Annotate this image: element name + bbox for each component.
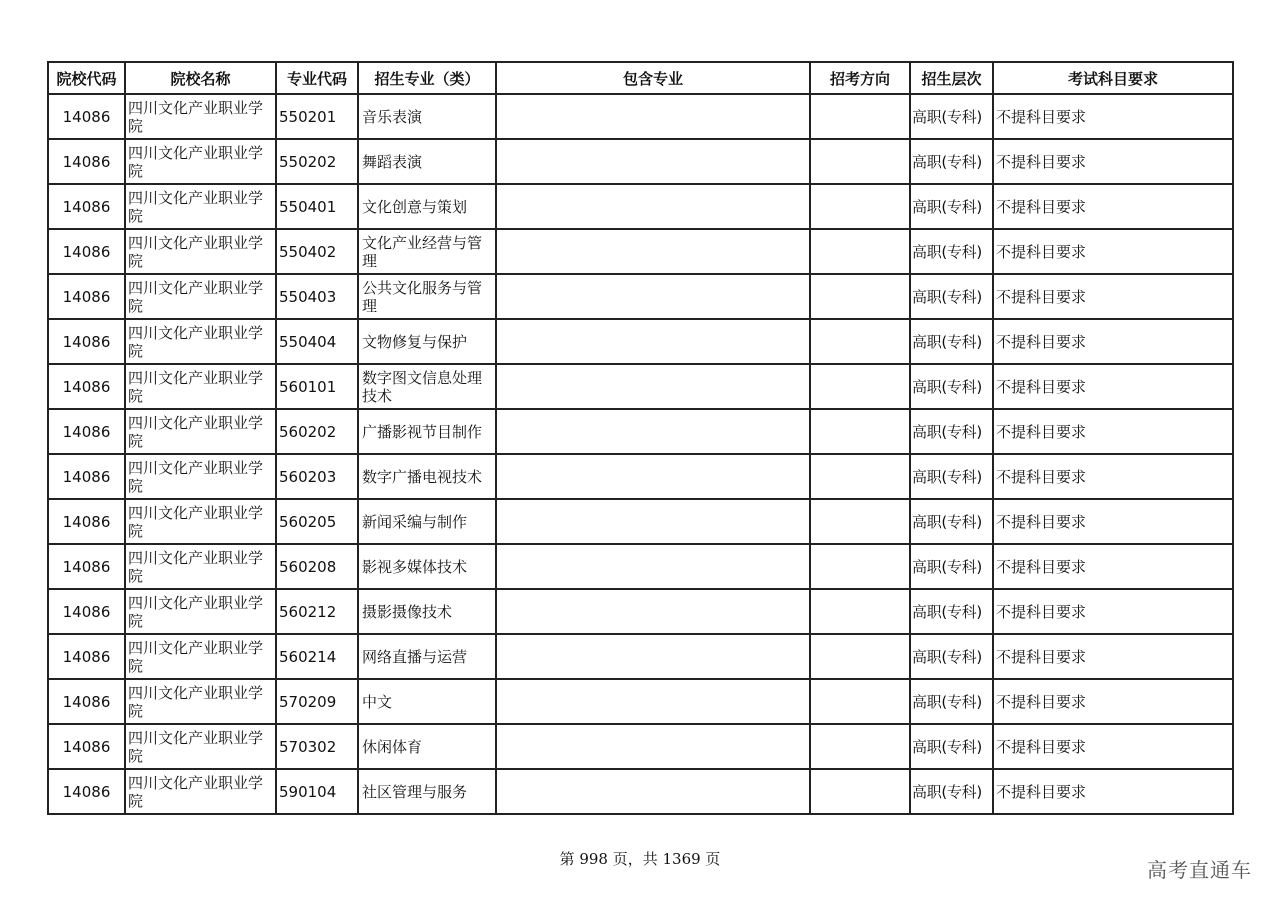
table-row	[48, 724, 1233, 769]
table-row	[48, 679, 1233, 724]
header-included-majors: 包含专业	[496, 62, 810, 94]
direction-cell	[810, 589, 910, 634]
header-major-code: 专业代码	[276, 62, 358, 94]
subject-requirement-cell: 不提科目要求	[993, 184, 1233, 229]
direction-cell	[810, 634, 910, 679]
school-name-cell: 四川文化产业职业学院	[125, 499, 276, 544]
school-name-cell: 四川文化产业职业学院	[125, 229, 276, 274]
included-majors-cell	[496, 139, 810, 184]
table-row	[48, 274, 1233, 319]
level-cell: 高职(专科)	[910, 769, 993, 814]
school-code-cell: 14086	[48, 184, 125, 229]
level-cell: 高职(专科)	[910, 274, 993, 319]
major-code-cell: 590104	[276, 769, 358, 814]
direction-cell	[810, 499, 910, 544]
table-row	[48, 229, 1233, 274]
major-code-cell: 550404	[276, 319, 358, 364]
subject-requirement-cell: 不提科目要求	[993, 499, 1233, 544]
direction-cell	[810, 409, 910, 454]
school-code-cell: 14086	[48, 724, 125, 769]
included-majors-cell	[496, 229, 810, 274]
subject-requirement-cell: 不提科目要求	[993, 139, 1233, 184]
subject-requirement-cell: 不提科目要求	[993, 724, 1233, 769]
school-name-cell: 四川文化产业职业学院	[125, 769, 276, 814]
major-cell: 社区管理与服务	[358, 769, 496, 814]
major-cell: 广播影视节目制作	[358, 409, 496, 454]
subject-requirement-cell: 不提科目要求	[993, 454, 1233, 499]
major-code-cell: 560101	[276, 364, 358, 409]
major-code-cell: 560214	[276, 634, 358, 679]
school-name-cell: 四川文化产业职业学院	[125, 454, 276, 499]
school-name-cell: 四川文化产业职业学院	[125, 94, 276, 139]
school-name-cell: 四川文化产业职业学院	[125, 589, 276, 634]
header-subject-requirement: 考试科目要求	[993, 62, 1233, 94]
major-code-cell: 560205	[276, 499, 358, 544]
subject-requirement-cell: 不提科目要求	[993, 319, 1233, 364]
included-majors-cell	[496, 274, 810, 319]
major-cell: 文物修复与保护	[358, 319, 496, 364]
school-code-cell: 14086	[48, 634, 125, 679]
page-number: 第 998 页，共 1369 页	[559, 850, 721, 868]
major-cell: 中文	[358, 679, 496, 724]
direction-cell	[810, 544, 910, 589]
major-code-cell: 550201	[276, 94, 358, 139]
table-row	[48, 94, 1233, 139]
table-row	[48, 454, 1233, 499]
level-cell: 高职(专科)	[910, 724, 993, 769]
level-cell: 高职(专科)	[910, 364, 993, 409]
school-name-cell: 四川文化产业职业学院	[125, 544, 276, 589]
school-code-cell: 14086	[48, 274, 125, 319]
header-level: 招生层次	[910, 62, 993, 94]
included-majors-cell	[496, 184, 810, 229]
table-row	[48, 409, 1233, 454]
included-majors-cell	[496, 634, 810, 679]
subject-requirement-cell: 不提科目要求	[993, 364, 1233, 409]
school-code-cell: 14086	[48, 679, 125, 724]
major-cell: 文化产业经营与管理	[358, 229, 496, 274]
level-cell: 高职(专科)	[910, 409, 993, 454]
school-code-cell: 14086	[48, 499, 125, 544]
major-code-cell: 550401	[276, 184, 358, 229]
subject-requirement-cell: 不提科目要求	[993, 274, 1233, 319]
direction-cell	[810, 139, 910, 184]
school-name-cell: 四川文化产业职业学院	[125, 724, 276, 769]
major-cell: 网络直播与运营	[358, 634, 496, 679]
major-code-cell: 560203	[276, 454, 358, 499]
school-code-cell: 14086	[48, 364, 125, 409]
subject-requirement-cell: 不提科目要求	[993, 229, 1233, 274]
major-cell: 影视多媒体技术	[358, 544, 496, 589]
direction-cell	[810, 184, 910, 229]
school-code-cell: 14086	[48, 544, 125, 589]
school-code-cell: 14086	[48, 454, 125, 499]
watermark: 高考直通车	[1147, 858, 1252, 882]
school-code-cell: 14086	[48, 589, 125, 634]
included-majors-cell	[496, 679, 810, 724]
included-majors-cell	[496, 94, 810, 139]
table-row	[48, 499, 1233, 544]
admissions-table	[47, 61, 1234, 815]
major-cell: 休闲体育	[358, 724, 496, 769]
included-majors-cell	[496, 589, 810, 634]
table-row	[48, 139, 1233, 184]
subject-requirement-cell: 不提科目要求	[993, 679, 1233, 724]
major-code-cell: 560212	[276, 589, 358, 634]
included-majors-cell	[496, 454, 810, 499]
included-majors-cell	[496, 724, 810, 769]
major-cell: 摄影摄像技术	[358, 589, 496, 634]
table-row	[48, 184, 1233, 229]
level-cell: 高职(专科)	[910, 139, 993, 184]
table-header-row	[48, 62, 1233, 94]
major-code-cell: 550402	[276, 229, 358, 274]
level-cell: 高职(专科)	[910, 589, 993, 634]
table-row	[48, 589, 1233, 634]
major-cell: 公共文化服务与管理	[358, 274, 496, 319]
school-name-cell: 四川文化产业职业学院	[125, 364, 276, 409]
level-cell: 高职(专科)	[910, 454, 993, 499]
direction-cell	[810, 274, 910, 319]
table-row	[48, 364, 1233, 409]
subject-requirement-cell: 不提科目要求	[993, 769, 1233, 814]
major-cell: 数字广播电视技术	[358, 454, 496, 499]
header-direction: 招考方向	[810, 62, 910, 94]
major-cell: 数字图文信息处理技术	[358, 364, 496, 409]
school-code-cell: 14086	[48, 94, 125, 139]
included-majors-cell	[496, 364, 810, 409]
level-cell: 高职(专科)	[910, 499, 993, 544]
subject-requirement-cell: 不提科目要求	[993, 589, 1233, 634]
school-name-cell: 四川文化产业职业学院	[125, 274, 276, 319]
included-majors-cell	[496, 769, 810, 814]
major-cell: 新闻采编与制作	[358, 499, 496, 544]
direction-cell	[810, 454, 910, 499]
school-code-cell: 14086	[48, 229, 125, 274]
included-majors-cell	[496, 409, 810, 454]
major-code-cell: 560202	[276, 409, 358, 454]
school-name-cell: 四川文化产业职业学院	[125, 679, 276, 724]
major-code-cell: 570209	[276, 679, 358, 724]
header-major: 招生专业（类）	[358, 62, 496, 94]
level-cell: 高职(专科)	[910, 184, 993, 229]
major-cell: 文化创意与策划	[358, 184, 496, 229]
subject-requirement-cell: 不提科目要求	[993, 544, 1233, 589]
subject-requirement-cell: 不提科目要求	[993, 94, 1233, 139]
school-name-cell: 四川文化产业职业学院	[125, 634, 276, 679]
level-cell: 高职(专科)	[910, 229, 993, 274]
level-cell: 高职(专科)	[910, 679, 993, 724]
major-cell: 音乐表演	[358, 94, 496, 139]
level-cell: 高职(专科)	[910, 94, 993, 139]
major-cell: 舞蹈表演	[358, 139, 496, 184]
major-code-cell: 570302	[276, 724, 358, 769]
direction-cell	[810, 724, 910, 769]
school-code-cell: 14086	[48, 769, 125, 814]
direction-cell	[810, 364, 910, 409]
included-majors-cell	[496, 544, 810, 589]
major-code-cell: 550202	[276, 139, 358, 184]
table-row	[48, 634, 1233, 679]
included-majors-cell	[496, 319, 810, 364]
header-school-code: 院校代码	[48, 62, 125, 94]
school-code-cell: 14086	[48, 409, 125, 454]
table-row	[48, 769, 1233, 814]
direction-cell	[810, 319, 910, 364]
level-cell: 高职(专科)	[910, 319, 993, 364]
header-school-name: 院校名称	[125, 62, 276, 94]
level-cell: 高职(专科)	[910, 634, 993, 679]
school-name-cell: 四川文化产业职业学院	[125, 139, 276, 184]
direction-cell	[810, 94, 910, 139]
table-row	[48, 544, 1233, 589]
table-row	[48, 319, 1233, 364]
direction-cell	[810, 769, 910, 814]
level-cell: 高职(专科)	[910, 544, 993, 589]
school-name-cell: 四川文化产业职业学院	[125, 409, 276, 454]
included-majors-cell	[496, 499, 810, 544]
major-code-cell: 560208	[276, 544, 358, 589]
school-code-cell: 14086	[48, 319, 125, 364]
school-code-cell: 14086	[48, 139, 125, 184]
direction-cell	[810, 679, 910, 724]
direction-cell	[810, 229, 910, 274]
subject-requirement-cell: 不提科目要求	[993, 634, 1233, 679]
major-code-cell: 550403	[276, 274, 358, 319]
subject-requirement-cell: 不提科目要求	[993, 409, 1233, 454]
school-name-cell: 四川文化产业职业学院	[125, 319, 276, 364]
school-name-cell: 四川文化产业职业学院	[125, 184, 276, 229]
